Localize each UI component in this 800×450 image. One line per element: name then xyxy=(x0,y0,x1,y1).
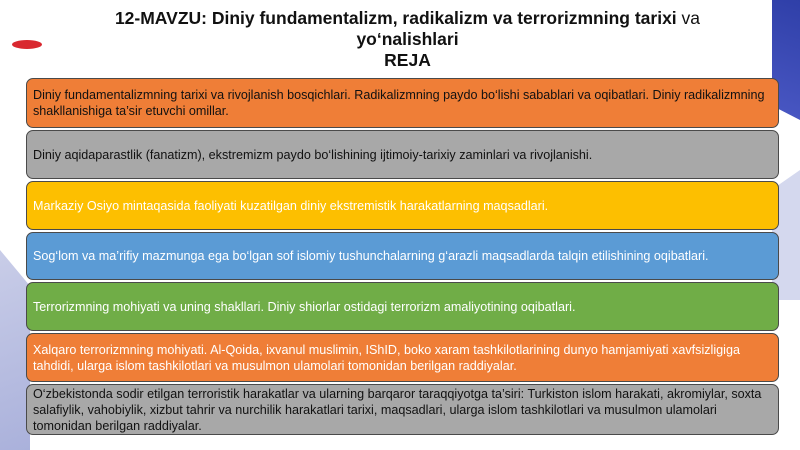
plan-item-4 xyxy=(26,232,779,280)
red-accent-shape xyxy=(12,40,42,49)
plan-heading: REJA xyxy=(384,50,431,70)
title-line-2: yo‘nalishlari xyxy=(356,29,459,49)
title-line-1-tail: va xyxy=(676,8,701,28)
plan-item-3-text: Markaziy Osiyo mintaqasida faoliyati kuzatilgan diniy ekstremistik harakatlarning maqsadlari. xyxy=(33,198,549,213)
title-line-1 xyxy=(40,8,775,29)
plan-item-2 xyxy=(26,130,779,179)
title-line-1-bold: 12-MAVZU: Diniy fundamentalizm, radikalizm va terrorizmning tarixi xyxy=(114,8,677,28)
slide-title xyxy=(40,8,775,71)
plan-item-1-text: Diniy fundamentalizmning tarixi va rivojlanish bosqichlari. Radikalizmning paydo bo‘lishi sabablari va oqibatlari. Diniy radikalizmning shakllanishiga ta’sir etuvchi omillar. xyxy=(33,88,765,118)
plan-item-1 xyxy=(26,78,779,128)
plan-item-3 xyxy=(26,181,779,230)
plan-item-5 xyxy=(26,282,779,331)
plan-item-2-text: Diniy aqidaparastlik (fanatizm), ekstremizm paydo bo‘lishining ijtimoiy-tarixiy zaminlari va rivojlanishi. xyxy=(33,147,593,162)
plan-item-7 xyxy=(26,384,779,435)
plan-item-5-text: Terrorizmning mohiyati va uning shakllari. Diniy shiorlar ostidagi terrorizm amaliyotining oqibatlari. xyxy=(33,299,576,314)
plan-item-6 xyxy=(26,333,779,382)
plan-item-7-text: O‘zbekistonda sodir etilgan terroristik harakatlar va ularning barqaror taraqqiyotga ta’siri: Turkiston islom harakati, akromiylar, soxta salafiylik, vahobiylik, xizbut tahrir va nurchilik harakatlari tarixi, maqsadlari, ularga islom tashkilotlari va musulmon ulamolari tomonidan berilgan raddiyalar. xyxy=(33,386,762,433)
plan-item-6-text: Xalqaro terrorizmning mohiyati. Al-Qoida, ixvanul muslimin, IShID, boko xaram tashkilotlarining dunyo hamjamiyati xavfsizligiga tahdidi, ularga islom tashkilotlari va musulmon ulamolari tomonidan berilgan raddiyalar. xyxy=(33,342,740,373)
plan-item-4-text: Sog‘lom va ma’rifiy mazmunga ega bo‘lgan sof islomiy tushunchalarning g‘arazli maqsadlarda talqin etilishining oqibatlari. xyxy=(33,249,709,263)
